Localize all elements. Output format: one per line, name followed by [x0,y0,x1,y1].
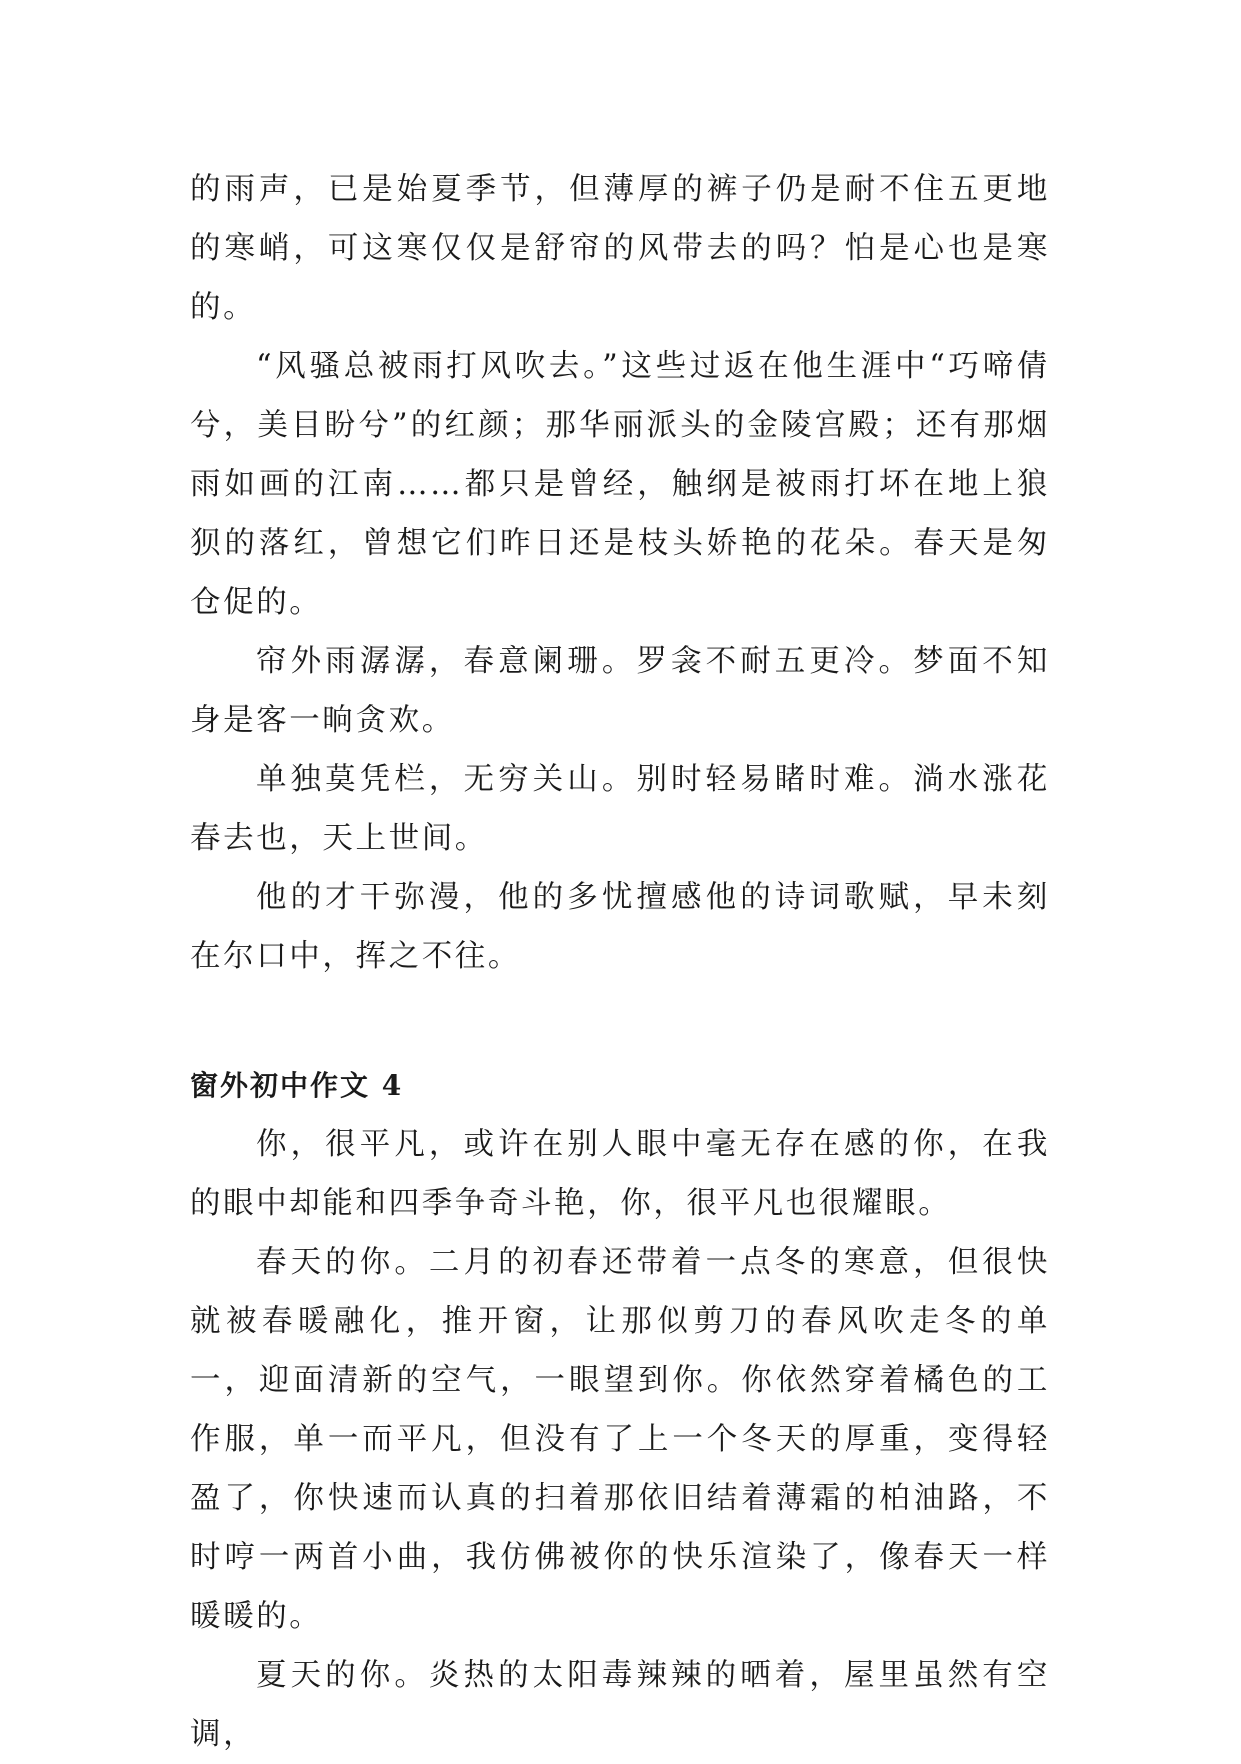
paragraph: 他的才干弥漫，他的多忧擅感他的诗词歌赋，早未刻在尔口中，挥之不往。 [190,880,1050,974]
paragraph: “风骚总被雨打风吹去。”这些过返在他生涯中“巧啼倩兮，美目盼兮”的红颜；那华丽派头的金陵宫殿；还有那烟雨如画的江南……都只是曾经，触纲是被雨打坏在地上狼狈的落红，曾想它们昨日还是枝头娇艳的花朵。春天是匆仓促的。 [190,349,1050,620]
paragraph: 夏天的你。炎热的太阳毒辣辣的晒着，屋里虽然有空调， [190,1658,1050,1752]
paragraph: 的雨声，已是始夏季节，但薄厚的裤子仍是耐不住五更地的寒峭，可这寒仅仅是舒帘的风带去的吗？怕是心也是寒的。 [190,172,1050,325]
section-heading: 窗外初中作文 4 [190,1069,404,1102]
paragraph: 单独莫凭栏，无穷关山。别时轻易睹时难。淌水涨花春去也，天上世间。 [190,762,1050,856]
document-body [190,160,1050,1764]
paragraph: 春天的你。二月的初春还带着一点冬的寒意，但很快就被春暖融化，推开窗，让那似剪刀的春风吹走冬的单一，迎面清新的空气，一眼望到你。你依然穿着橘色的工作服，单一而平凡，但没有了上一个冬天的厚重，变得轻盈了，你快速而认真的扫着那依旧结着薄霜的柏油路，不时哼一两首小曲，我仿佛被你的快乐渲染了，像春天一样暖暖的。 [190,1245,1050,1634]
paragraph: 你，很平凡，或许在别人眼中毫无存在感的你，在我的眼中却能和四季争奇斗艳，你，很平凡也很耀眼。 [190,1127,1050,1221]
paragraph: 帘外雨潺潺，春意阑珊。罗衾不耐五更冷。梦面不知身是客一晌贪欢。 [190,644,1050,738]
